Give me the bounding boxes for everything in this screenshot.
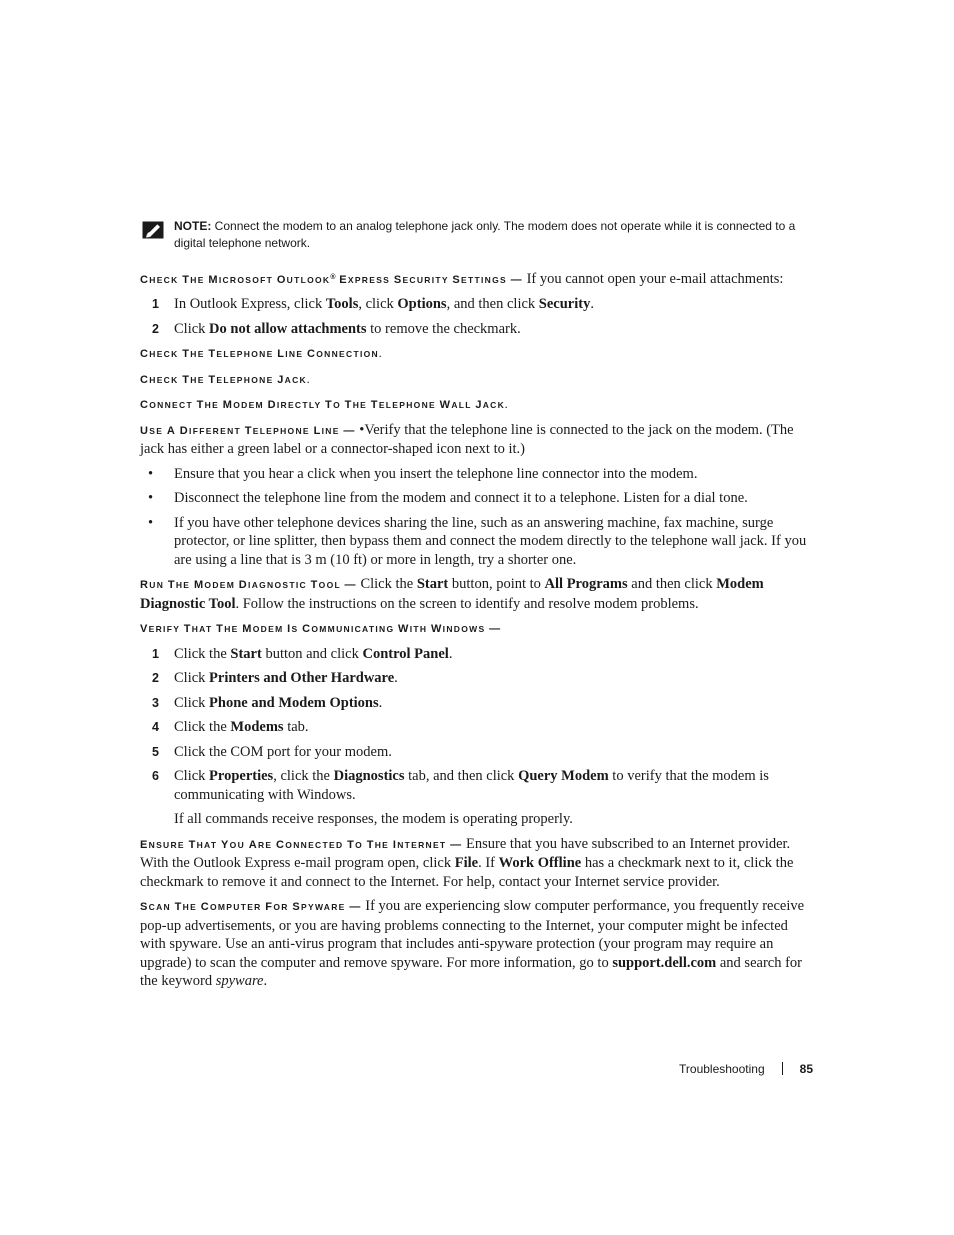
step-text: , click the	[273, 768, 334, 785]
ui-term: Query Modem	[518, 768, 609, 785]
step-text: Click	[174, 670, 210, 687]
outlook-security-paragraph	[140, 269, 812, 289]
step-item	[140, 718, 812, 737]
step-number: 1	[152, 297, 159, 312]
paragraph-text: .	[263, 973, 268, 990]
ui-term: Options	[397, 296, 447, 313]
step-text: Click	[174, 320, 210, 337]
step-number: 6	[152, 769, 159, 784]
diagnostic-tool-paragraph	[140, 575, 812, 613]
telephone-line-heading: CHECK THE TELEPHONE LINE CONNECTION.	[140, 348, 383, 361]
different-line-paragraph	[140, 421, 812, 459]
bullet-text: Ensure that you hear a click when you insert the telephone line connector into the modem.	[174, 465, 698, 482]
connect-modem-heading: CONNECT THE MODEM DIRECTLY TO THE TELEPHONE WALL JACK.	[140, 399, 509, 412]
telephone-jack-heading-paragraph	[140, 370, 812, 390]
step-text: , and then click	[446, 296, 539, 313]
step-number: 3	[152, 695, 159, 710]
bullet-item	[140, 514, 812, 570]
paragraph-text: has a checkmark next to it, click the checkmark to remove it and connect to the Internet. For help, contact your Internet service provider.	[140, 855, 794, 890]
outlook-steps	[140, 295, 812, 338]
step-text: Click	[174, 694, 210, 711]
ui-term: Control Panel	[362, 645, 449, 662]
step-text: to verify that the modem is communicating with Windows.	[174, 768, 769, 803]
page-number: 85	[799, 1062, 813, 1076]
ui-term: Properties	[209, 768, 274, 785]
step-text: In Outlook Express, click	[174, 296, 326, 313]
step-text: Click the COM port for your modem.	[174, 743, 392, 760]
step-text: Click the	[174, 719, 231, 736]
step-text: .	[448, 645, 453, 662]
step-text: tab.	[283, 719, 309, 736]
bullet-marker: •	[148, 514, 154, 531]
ui-term: Start	[230, 645, 262, 662]
bullet-text: If you have other telephone devices sharing the line, such as an answering machine, fax machine, surge protector, or line splitter, then bypass them and connect the modem directly to the telephone wall jack. If you are using a line that is 3 m (10 ft) or more in length, try a shorter one.	[174, 514, 807, 568]
paragraph-text: If you cannot open your e-mail attachments:	[522, 270, 784, 287]
bullet-text: Disconnect the telephone line from the modem and connect it to a telephone. Listen for a dial tone.	[174, 490, 748, 507]
verify-windows-heading: VERIFY THAT THE MODEM IS COMMUNICATING WITH WINDOWS —	[140, 623, 502, 636]
step-text: .	[394, 670, 398, 687]
spyware-heading: SCAN THE COMPUTER FOR SPYWARE —	[140, 901, 362, 914]
verify-windows-steps	[140, 645, 812, 805]
paragraph-text: and search for the keyword	[140, 954, 802, 990]
step-text: button and click	[261, 645, 363, 662]
paragraph-text: and then click	[627, 576, 717, 593]
outlook-security-heading	[140, 275, 523, 285]
ui-term: File	[454, 855, 479, 872]
paragraph-text: Ensure that you have subscribed to an Internet provider. With the Outlook Express e-mail program open, click	[140, 835, 791, 872]
telephone-jack-heading: CHECK THE TELEPHONE JACK.	[140, 373, 311, 386]
bullet-item	[140, 465, 812, 484]
ui-term: Phone and Modem Options	[209, 694, 379, 711]
ui-term: Security	[538, 296, 591, 313]
ui-term: Work Offline	[498, 855, 582, 872]
step-text: Click	[174, 768, 210, 785]
step-text: to remove the checkmark.	[366, 320, 521, 337]
ui-term: Printers and Other Hardware	[209, 670, 395, 687]
step-item	[140, 669, 812, 688]
internet-connection-heading: ENSURE THAT YOU ARE CONNECTED TO THE INTERNET —	[140, 838, 463, 851]
paragraph-text: •Verify that the telephone line is connected to the jack on the modem. (The jack has either a green label or a connector-shaped icon next to it.)	[140, 421, 794, 458]
different-line-bullets	[140, 465, 812, 570]
step-number: 4	[152, 720, 159, 735]
ui-term: Start	[416, 576, 449, 593]
operating-properly-text: If all commands receive responses, the modem is operating properly.	[174, 811, 573, 828]
note-text: Connect the modem to an analog telephone jack only. The modem does not operate while it is connected to a digital telephone network.	[174, 219, 796, 250]
note-label: NOTE:	[174, 219, 212, 233]
step-number: 2	[152, 671, 159, 686]
ui-term: Modems	[230, 719, 284, 736]
step-number: 1	[152, 646, 159, 661]
connect-modem-heading-paragraph	[140, 395, 812, 415]
different-line-heading: USE A DIFFERENT TELEPHONE LINE —	[140, 424, 356, 437]
step-text: , click	[358, 296, 398, 313]
keyword-term: spyware	[215, 973, 264, 990]
bullet-item	[140, 489, 812, 508]
ui-term: All Programs	[544, 576, 628, 593]
step-text: .	[590, 296, 594, 313]
spyware-paragraph	[140, 897, 812, 991]
step-number: 2	[152, 321, 159, 336]
ui-term: Tools	[325, 296, 359, 313]
internet-connection-paragraph	[140, 835, 812, 892]
step-number: 5	[152, 744, 159, 759]
registered-mark: ®	[330, 274, 336, 281]
page-content	[140, 218, 812, 997]
step-item	[140, 295, 812, 314]
ui-term: Modem Diagnostic Tool	[140, 576, 764, 612]
step-text: tab, and then click	[404, 768, 519, 785]
paragraph-text: . If	[478, 855, 499, 872]
step-item	[140, 320, 812, 339]
paragraph-text: button, point to	[448, 576, 545, 593]
verify-windows-heading-paragraph	[140, 619, 812, 639]
footer-divider	[782, 1062, 783, 1075]
note-block	[140, 218, 812, 252]
diagnostic-tool-heading: RUN THE MODEM DIAGNOSTIC TOOL —	[140, 579, 357, 592]
step-item	[140, 767, 812, 804]
bullet-marker: •	[148, 465, 154, 482]
paragraph-text: . Follow the instructions on the screen to identify and resolve modem problems.	[235, 595, 699, 612]
step-item	[140, 645, 812, 664]
step-item	[140, 743, 812, 762]
telephone-line-heading-paragraph	[140, 344, 812, 364]
heading-text: CHECK THE MICROSOFT OUTLOOK	[140, 273, 331, 286]
step-item	[140, 694, 812, 713]
paragraph-text: Click the	[356, 576, 417, 593]
paragraph-text: If you are experiencing slow computer performance, you frequently receive pop-up advertisements, or you are having problems connecting to the Internet, your computer might be infected with spyware. Use an anti-virus program that includes anti-spyware protection (your program may require an upgrade) to scan the computer and remove spyware. For more information, go to	[140, 898, 805, 971]
step-text: Click the	[174, 645, 231, 662]
note-pencil-icon	[142, 221, 164, 239]
step-text: .	[378, 694, 383, 711]
ui-term: Diagnostics	[333, 768, 405, 785]
page-footer	[679, 1062, 813, 1076]
bullet-marker: •	[148, 490, 154, 507]
heading-text: EXPRESS SECURITY SETTINGS —	[339, 273, 523, 286]
support-link[interactable]: support.dell.com	[612, 954, 717, 971]
footer-section-title: Troubleshooting	[679, 1062, 765, 1076]
ui-term: Do not allow attachments	[209, 320, 367, 337]
